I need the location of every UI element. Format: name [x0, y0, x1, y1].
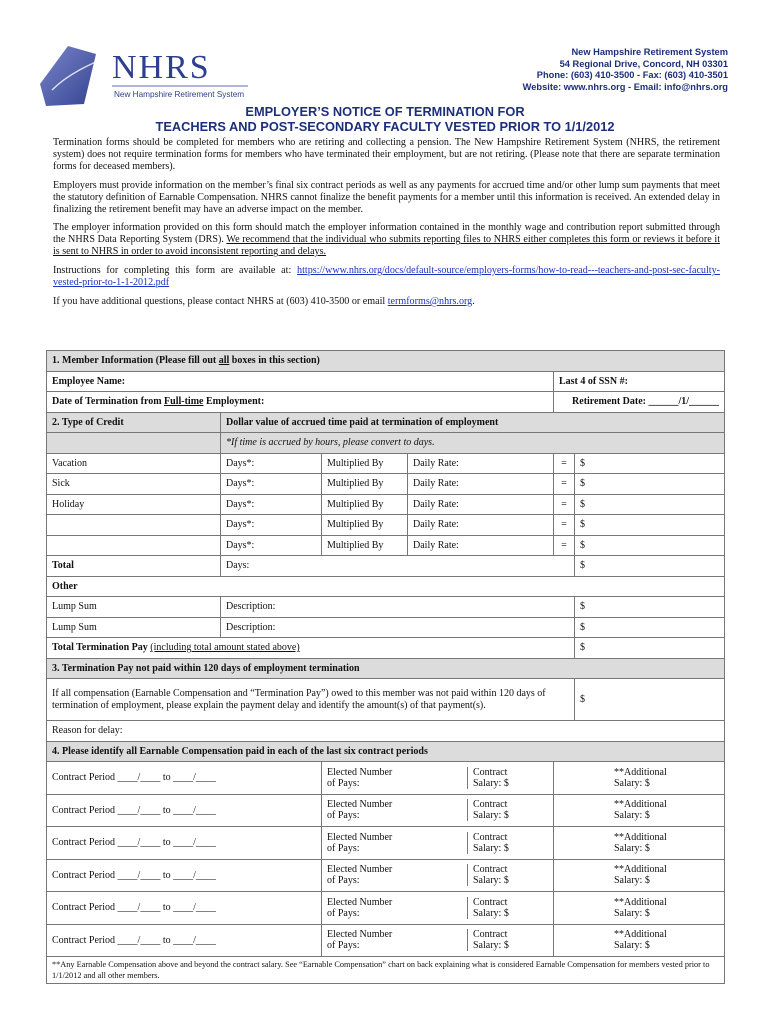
contract-period-field[interactable]: Contract Period ____/____ to ____/____ [47, 892, 322, 925]
amount-field[interactable]: $ [575, 535, 725, 556]
multiplied-by: Multiplied By [322, 515, 408, 536]
additional-salary-field[interactable]: **Additional Salary: $ [554, 859, 725, 892]
intro-paragraph-1: Termination forms should be completed for members who are retiring and collecting a pension. The New Hampshire Retirement System (NHRS, the retirement system) does not require termination forms for members who have terminated their employment, but are not retiring. (Please note that there are separate termination forms for deceased members). [53, 137, 720, 172]
credit-row [47, 535, 725, 556]
reason-for-delay-field[interactable]: Reason for delay: [47, 721, 725, 742]
amount-field[interactable]: $ [575, 453, 725, 474]
hours-note: *If time is accrued by hours, please convert to days. [221, 433, 725, 454]
contact-block [523, 47, 728, 93]
retirement-date-field[interactable]: Retirement Date: ______/1/______ [554, 392, 725, 413]
termination-date-field[interactable]: Date of Termination from Full-time Employment: [47, 392, 554, 413]
contract-salary-field[interactable]: Contract Salary: $ [467, 832, 509, 854]
amount-field[interactable]: $ [575, 515, 725, 536]
total-label: Total [47, 556, 221, 577]
equals-sign: = [554, 453, 575, 474]
credit-row [47, 494, 725, 515]
days-field[interactable]: Days*: [221, 515, 322, 536]
lump-sum-description[interactable]: Description: [221, 597, 575, 618]
contract-period-field[interactable]: Contract Period ____/____ to ____/____ [47, 827, 322, 860]
contract-period-field[interactable]: Contract Period ____/____ to ____/____ [47, 762, 322, 795]
equals-sign: = [554, 515, 575, 536]
multiplied-by: Multiplied By [322, 494, 408, 515]
lump-sum-label: Lump Sum [47, 597, 221, 618]
total-amount-field[interactable]: $ [575, 556, 725, 577]
amount-field[interactable]: $ [575, 474, 725, 495]
other-label: Other [47, 576, 725, 597]
contract-period-row [47, 794, 725, 827]
form-title [0, 104, 770, 134]
intro-paragraph-5 [53, 296, 720, 308]
intro-p4-text: Instructions for completing this form are available at: [53, 265, 298, 277]
multiplied-by: Multiplied By [322, 535, 408, 556]
additional-salary-field[interactable]: **Additional Salary: $ [554, 892, 725, 925]
section3-header: 3. Termination Pay not paid within 120 days of employment termination [47, 658, 725, 679]
nhrs-logo [38, 44, 258, 112]
contract-salary-field[interactable]: Contract Salary: $ [467, 897, 509, 919]
logo-text: NHRS [112, 49, 211, 86]
ssn-field[interactable]: Last 4 of SSN #: [554, 371, 725, 392]
daily-rate-field[interactable]: Daily Rate: [408, 515, 554, 536]
delayed-pay-amount[interactable]: $ [575, 679, 725, 721]
credit-type: Vacation [47, 453, 221, 474]
instructions [53, 137, 720, 315]
equals-sign: = [554, 535, 575, 556]
form-table [46, 350, 725, 984]
section3-explanation: If all compensation (Earnable Compensation and “Termination Pay”) owed to this member was not paid within 120 days of termination of employment, please explain the payment delay and identify the amount(s) of that payment(s). [47, 679, 575, 721]
employee-name-field[interactable]: Employee Name: [47, 371, 554, 392]
credit-type-blank[interactable] [47, 535, 221, 556]
daily-rate-field[interactable]: Daily Rate: [408, 453, 554, 474]
contract-salary-field[interactable]: Contract Salary: $ [467, 799, 509, 821]
intro-p5-end: . [472, 295, 475, 307]
elected-pays-field[interactable]: Elected Number of Pays: Contract Salary: $ [322, 859, 554, 892]
contract-period-row [47, 924, 725, 957]
intro-p5-text: If you have additional questions, please contact NHRS at (603) 410-3500 or email [53, 295, 388, 307]
daily-rate-field[interactable]: Daily Rate: [408, 474, 554, 495]
multiplied-by: Multiplied By [322, 453, 408, 474]
credit-row [47, 515, 725, 536]
note-spacer [47, 433, 221, 454]
intro-paragraph-2: Employers must provide information on the member’s final six contract periods as well as any payments for accrued time and/or other lump sum payments that meet the statutory definition of Earnable Compensation. NHRS cannot finalize the benefit payments for a member until this information is received. An extended delay in finalizing the retirement benefit may have an adverse impact on the member. [53, 179, 720, 215]
section1-header: 1. Member Information (Please fill out all boxes in this section) [47, 351, 725, 372]
intro-p3-recommendation: We recommend that the individual who submits reporting files to NHRS either completes this form or reviews it before it is sent to NHRS in order to avoid inconsistent reporting and delays. [53, 234, 721, 258]
contract-period-row [47, 859, 725, 892]
additional-salary-field[interactable]: **Additional Salary: $ [554, 794, 725, 827]
days-field[interactable]: Days*: [221, 494, 322, 515]
logo-subtext: New Hampshire Retirement System [114, 90, 245, 99]
section2-header: 2. Type of Credit [47, 412, 221, 433]
lump-sum-label: Lump Sum [47, 617, 221, 638]
contract-period-row [47, 827, 725, 860]
contract-period-row [47, 892, 725, 925]
elected-pays-field[interactable]: Elected Number of Pays: Contract Salary: $ [322, 924, 554, 957]
total-termination-pay-amount[interactable]: $ [575, 638, 725, 659]
credit-type: Holiday [47, 494, 221, 515]
multiplied-by: Multiplied By [322, 474, 408, 495]
elected-pays-field[interactable]: Elected Number of Pays: Contract Salary: $ [322, 827, 554, 860]
contract-period-field[interactable]: Contract Period ____/____ to ____/____ [47, 859, 322, 892]
elected-pays-field[interactable]: Elected Number of Pays: Contract Salary: $ [322, 762, 554, 795]
org-web-email: Website: www.nhrs.org - Email: info@nhrs.org [522, 81, 728, 92]
email-link[interactable]: termforms@nhrs.org [387, 295, 473, 307]
additional-salary-field[interactable]: **Additional Salary: $ [554, 827, 725, 860]
org-address: 54 Regional Drive, Concord, NH 03301 [559, 58, 728, 69]
section4-header: 4. Please identify all Earnable Compensation paid in each of the last six contract periods [47, 741, 725, 762]
daily-rate-field[interactable]: Daily Rate: [408, 535, 554, 556]
intro-p3-text: The employer information provided on this form should match the employer information contained in the monthly wage and contribution report submitted through the NHRS Data Reporting System (DRS). [53, 222, 720, 246]
contract-period-field[interactable]: Contract Period ____/____ to ____/____ [47, 794, 322, 827]
equals-sign: = [554, 474, 575, 495]
days-field[interactable]: Days*: [221, 535, 322, 556]
contract-period-row [47, 762, 725, 795]
title-line-2: TEACHERS AND POST-SECONDARY FACULTY VESTED PRIOR TO 1/1/2012 [155, 119, 615, 134]
nhrs-logo-graphic [38, 44, 258, 112]
equals-sign: = [554, 494, 575, 515]
contract-salary-field[interactable]: Contract Salary: $ [467, 767, 509, 789]
additional-salary-field[interactable]: **Additional Salary: $ [554, 762, 725, 795]
elected-pays-field[interactable]: Elected Number of Pays: Contract Salary: $ [322, 794, 554, 827]
elected-pays-field[interactable]: Elected Number of Pays: Contract Salary: $ [322, 892, 554, 925]
days-field[interactable]: Days*: [221, 474, 322, 495]
title-line-1: EMPLOYER’S NOTICE OF TERMINATION FOR [245, 104, 525, 119]
lump-sum-amount[interactable]: $ [575, 597, 725, 618]
org-phone-fax: Phone: (603) 410-3500 - Fax: (603) 410-3501 [536, 70, 728, 81]
contract-period-field[interactable]: Contract Period ____/____ to ____/____ [47, 924, 322, 957]
footnote: **Any Earnable Compensation above and beyond the contract salary. See “Earnable Compensation” chart on back explaining what is considered Earnable Compensation for members vested prior to 1/1/2012 and all other members. [47, 957, 725, 984]
contract-salary-field[interactable]: Contract Salary: $ [467, 929, 509, 951]
credit-row [47, 474, 725, 495]
lump-sum-description[interactable]: Description: [221, 617, 575, 638]
dollar-value-header: Dollar value of accrued time paid at termination of employment [221, 412, 725, 433]
lump-sum-amount[interactable]: $ [575, 617, 725, 638]
additional-salary-field[interactable]: **Additional Salary: $ [554, 924, 725, 957]
credit-type-blank[interactable] [47, 515, 221, 536]
intro-paragraph-4 [53, 265, 720, 289]
contract-salary-field[interactable]: Contract Salary: $ [467, 864, 509, 886]
total-days-field[interactable]: Days: [221, 556, 575, 577]
instructions-link[interactable]: https://www.nhrs.org/docs/default-source/employers-forms/how-to-read---teachers-and-post-sec-faculty-vested-prior-to-1-1-2012.pdf [53, 265, 720, 289]
daily-rate-field[interactable]: Daily Rate: [408, 494, 554, 515]
org-name: New Hampshire Retirement System [571, 47, 728, 57]
intro-paragraph-3 [53, 222, 720, 258]
days-field[interactable]: Days*: [221, 453, 322, 474]
amount-field[interactable]: $ [575, 494, 725, 515]
credit-row [47, 453, 725, 474]
credit-type: Sick [47, 474, 221, 495]
total-termination-pay: Total Termination Pay (including total amount stated above) [47, 638, 575, 659]
